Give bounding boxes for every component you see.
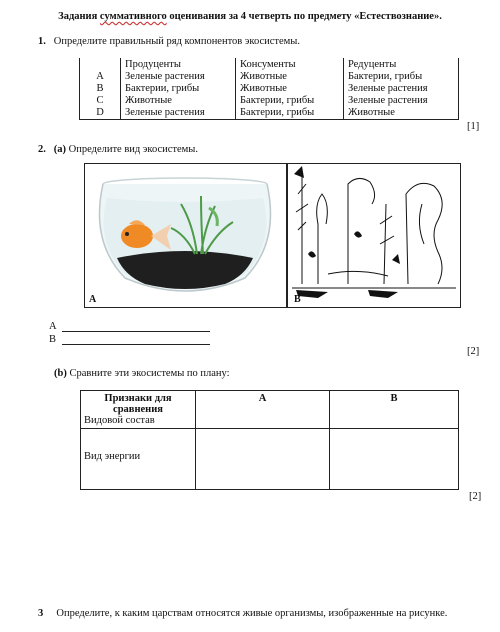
marks-q2a: [2] [467,346,480,357]
row-label: Видовой состав [84,415,155,426]
marks-q1: [1] [467,121,480,132]
table-cell: Животные [121,95,236,107]
option-letter: C [80,95,121,107]
column-header: Консументы [236,58,344,71]
question-1 [38,36,300,47]
column-header: Признаки для сравнения [104,393,172,415]
question-text: Определите правильный ряд компонентов экосистемы. [53,36,300,47]
question-text: Сравните эти экосистемы по плану: [66,368,230,379]
column-header: Редуценты [343,58,458,71]
option-letter: B [80,83,121,95]
table-row [80,83,459,95]
table-cell: Зеленые растения [343,83,458,95]
title-part: оценивания за 4 четверть по предмету «Естествознание». [166,11,442,22]
aquarium-drawing [85,164,286,307]
answer-cell[interactable] [330,429,459,490]
question-2b [54,368,230,379]
table-cell: Зеленые растения [121,107,236,120]
column-header: Продуценты [121,58,236,71]
table-cell: Бактерии, грибы [343,71,458,83]
question-text: Определите, к каким царствам относятся живые организмы, изображенные на рисунке. [56,608,448,619]
column-header: A [196,391,330,429]
answer-cell[interactable] [196,429,330,490]
table-row [81,429,459,490]
table-row [80,107,459,120]
table-cell [80,58,121,71]
ecosystem-components-table [79,58,459,120]
question-text: Определите вид экосистемы. [66,144,198,155]
table-row [81,391,459,429]
table-row [80,71,459,83]
forest-image [287,163,461,308]
question-number: 1. [38,36,46,47]
table-cell: Животные [343,107,458,120]
option-letter: D [80,107,121,120]
row-label: Вид энергии [81,429,196,490]
table-row [80,95,459,107]
option-letter: A [80,71,121,83]
question-part: (a) [53,144,66,155]
question-number: 2. [38,144,46,155]
question-3 [38,608,498,619]
comparison-table [80,390,459,490]
aquarium-image [84,163,287,308]
image-label-b: B [294,294,301,305]
table-cell: Животные [236,83,344,95]
title-part: Задания [58,11,100,22]
table-row [80,58,459,71]
column-header: B [330,391,459,429]
forest-drawing [288,164,460,307]
question-number: 3 [38,608,44,619]
table-cell: Бактерии, грибы [121,83,236,95]
table-cell [81,391,196,429]
answer-line-b[interactable] [62,344,210,345]
question-part: (b) [54,368,67,379]
marks-q2b: [2] [469,491,482,502]
answer-label-a: A [49,321,57,332]
table-cell: Бактерии, грибы [236,95,344,107]
title-underlined-word: суммативного [99,11,167,22]
table-cell: Животные [236,71,344,83]
answer-line-a[interactable] [62,331,210,332]
question-2a [38,144,198,155]
answer-label-b: B [49,334,57,345]
page-title [0,11,500,22]
image-label-a: A [89,294,97,305]
table-cell: Зеленые растения [121,71,236,83]
table-cell: Бактерии, грибы [236,107,344,120]
table-cell: Зеленые растения [343,95,458,107]
